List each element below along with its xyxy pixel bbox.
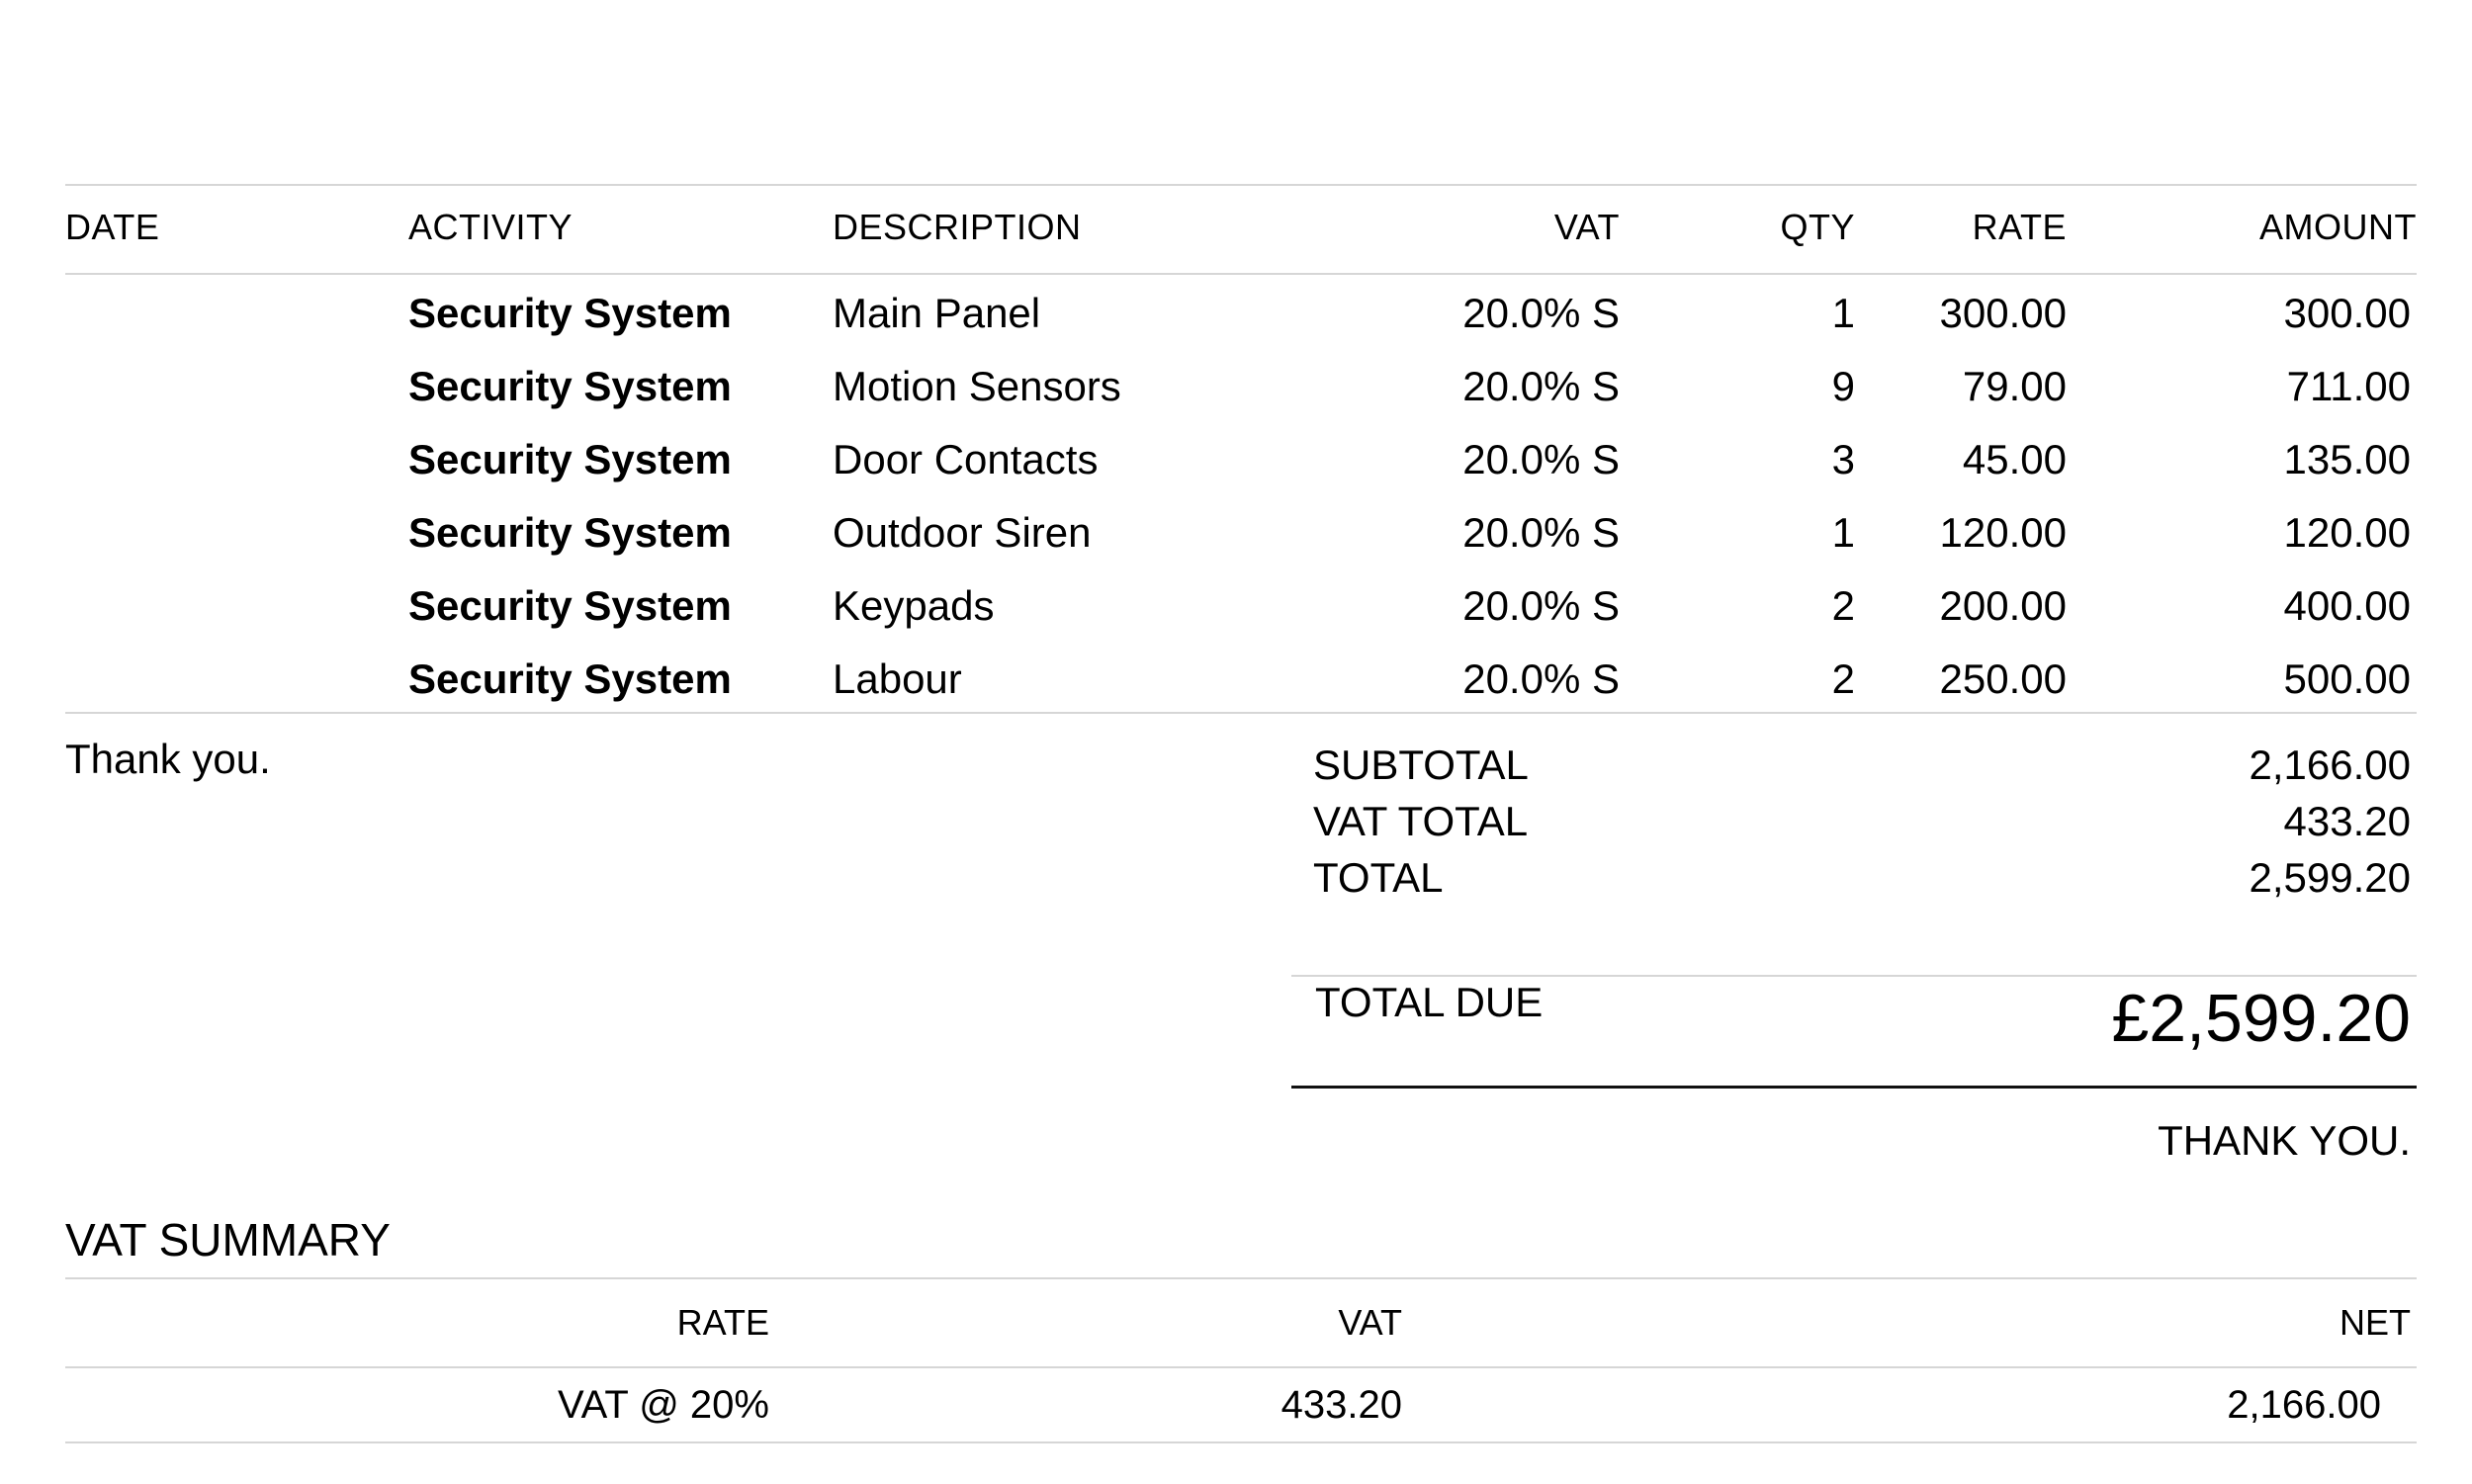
vat-summary-header-divider (65, 1366, 2417, 1368)
vat-summary-header-rate: RATE (676, 1302, 769, 1343)
item-rate: 120.00 (1939, 509, 2067, 556)
vat-summary-title: VAT SUMMARY (65, 1214, 391, 1266)
item-description: Keypads (833, 582, 995, 629)
total-value: 2,599.20 (2249, 854, 2411, 901)
vat-summary-bottom-divider (65, 1441, 2417, 1443)
item-qty: 2 (1831, 655, 1855, 702)
vat-total-label: VAT TOTAL (1313, 798, 1529, 844)
vat-summary-rate: VAT @ 20% (557, 1383, 769, 1427)
vat-summary-header-net: NET (2340, 1302, 2411, 1343)
item-activity: Security System (408, 436, 732, 482)
item-activity: Security System (408, 290, 732, 336)
total-due-label: TOTAL DUE (1315, 979, 1544, 1025)
item-description: Door Contacts (833, 436, 1099, 482)
item-vat: 20.0% S (1462, 436, 1620, 482)
column-header-vat: VAT (1553, 207, 1620, 247)
item-amount: 711.00 (2286, 363, 2411, 409)
item-rate: 200.00 (1939, 582, 2067, 629)
item-qty: 1 (1831, 509, 1855, 556)
item-rate: 45.00 (1962, 436, 2067, 482)
item-qty: 2 (1831, 582, 1855, 629)
item-rate: 79.00 (1962, 363, 2067, 409)
item-description: Main Panel (833, 290, 1041, 336)
thank-you-message: THANK YOU. (2158, 1117, 2411, 1164)
item-activity: Security System (408, 363, 732, 409)
item-qty: 3 (1831, 436, 1855, 482)
vat-summary-header-vat: VAT (1338, 1302, 1402, 1343)
item-activity: Security System (408, 509, 732, 556)
item-qty: 9 (1831, 363, 1855, 409)
item-description: Outdoor Siren (833, 509, 1092, 556)
item-vat: 20.0% S (1462, 290, 1620, 336)
item-activity: Security System (408, 655, 732, 702)
item-rate: 250.00 (1939, 655, 2067, 702)
subtotal-label: SUBTOTAL (1313, 742, 1529, 788)
vat-summary-vat: 433.20 (1280, 1383, 1402, 1427)
total-label: TOTAL (1313, 854, 1444, 901)
item-description: Labour (833, 655, 962, 702)
column-header-description: DESCRIPTION (833, 207, 1082, 247)
item-amount: 120.00 (2283, 509, 2411, 556)
invoice-note: Thank you. (65, 736, 271, 782)
item-qty: 1 (1831, 290, 1855, 336)
table-bottom-divider (65, 712, 2417, 714)
vat-summary-net: 2,166.00 (2227, 1383, 2381, 1427)
subtotal-value: 2,166.00 (2249, 742, 2411, 788)
column-header-activity: ACTIVITY (408, 207, 574, 247)
item-amount: 500.00 (2283, 655, 2411, 702)
item-rate: 300.00 (1939, 290, 2067, 336)
column-header-rate: RATE (1972, 207, 2067, 247)
column-header-qty: QTY (1780, 207, 1855, 247)
item-vat: 20.0% S (1462, 509, 1620, 556)
column-header-date: DATE (65, 207, 160, 247)
item-amount: 135.00 (2283, 436, 2411, 482)
total-due-bottom-divider (1291, 1086, 2417, 1089)
item-amount: 400.00 (2283, 582, 2411, 629)
item-description: Motion Sensors (833, 363, 1121, 409)
item-vat: 20.0% S (1462, 582, 1620, 629)
item-amount: 300.00 (2283, 290, 2411, 336)
table-header-divider (65, 273, 2417, 275)
vat-summary-top-divider (65, 1277, 2417, 1279)
item-vat: 20.0% S (1462, 655, 1620, 702)
item-activity: Security System (408, 582, 732, 629)
total-due-value: £2,599.20 (2111, 981, 2411, 1056)
column-header-amount: AMOUNT (2259, 207, 2417, 247)
item-vat: 20.0% S (1462, 363, 1620, 409)
total-due-top-divider (1291, 975, 2417, 977)
table-top-divider (65, 184, 2417, 186)
vat-total-value: 433.20 (2283, 798, 2411, 844)
